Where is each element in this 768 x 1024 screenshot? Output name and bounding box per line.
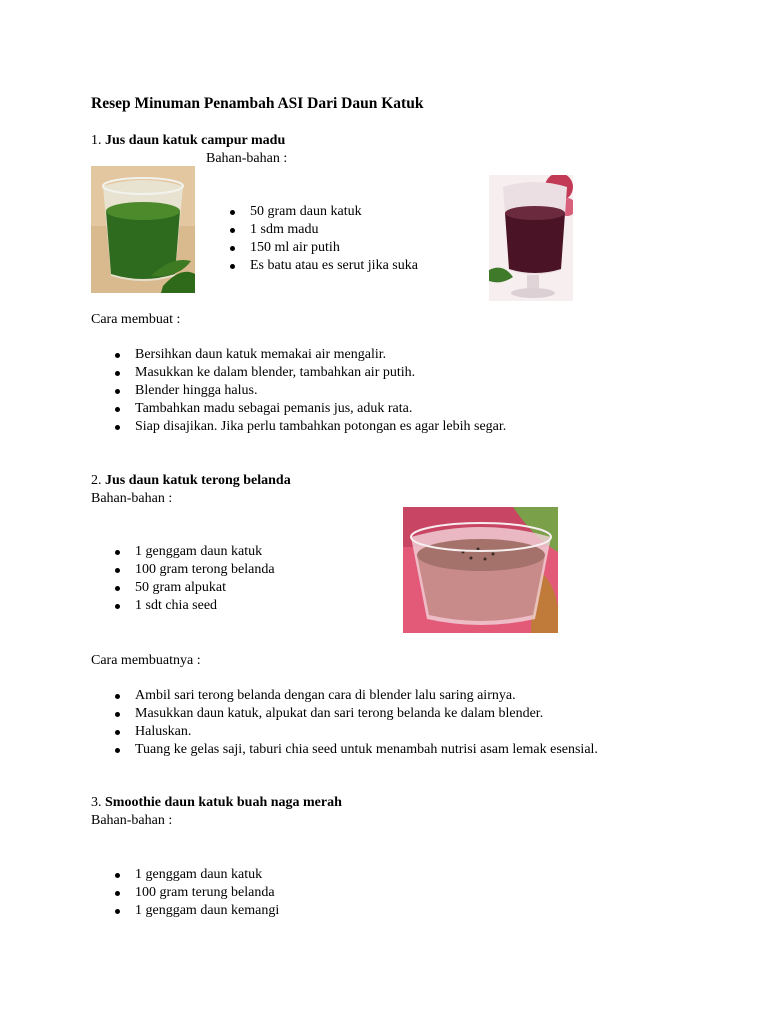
recipe-1-ingredients-label: Bahan-bahan : xyxy=(206,151,288,166)
recipe-3-heading xyxy=(91,794,342,812)
recipe-2-heading xyxy=(91,472,291,490)
list-item: Tambahkan madu sebagai pemanis jus, aduk rata. xyxy=(113,400,506,418)
recipe-2-ingredients-label: Bahan-bahan : xyxy=(91,491,173,506)
recipe-3-ingredients-list xyxy=(113,866,279,920)
page-title: Resep Minuman Penambah ASI Dari Daun Katuk xyxy=(91,95,424,112)
recipe-3-number: 3. xyxy=(91,795,102,810)
list-item: 1 sdm madu xyxy=(228,221,418,239)
list-item: 1 sdt chia seed xyxy=(113,597,275,615)
list-item: 50 gram daun katuk xyxy=(228,203,418,221)
recipe-1-steps-list xyxy=(113,346,506,436)
dark-juice-photo xyxy=(489,175,573,301)
list-item: Bersihkan daun katuk memakai air mengalir. xyxy=(113,346,506,364)
recipe-2-steps-list xyxy=(113,687,598,759)
recipe-1-name: Jus daun katuk campur madu xyxy=(105,133,286,148)
list-item: 100 gram terung belanda xyxy=(113,884,279,902)
list-item: 1 genggam daun katuk xyxy=(113,866,279,884)
list-item: Tuang ke gelas saji, taburi chia seed untuk menambah nutrisi asam lemak esensial. xyxy=(113,741,598,759)
list-item: Blender hingga halus. xyxy=(113,382,506,400)
list-item: Haluskan. xyxy=(113,723,598,741)
recipe-2-name: Jus daun katuk terong belanda xyxy=(105,473,291,488)
recipe-1-ingredients-list xyxy=(228,203,418,275)
list-item: Masukkan daun katuk, alpukat dan sari terong belanda ke dalam blender. xyxy=(113,705,598,723)
list-item: Es batu atau es serut jika suka xyxy=(228,257,418,275)
list-item: 1 genggam daun katuk xyxy=(113,543,275,561)
recipe-3-ingredients-label: Bahan-bahan : xyxy=(91,813,173,828)
recipe-2-number: 2. xyxy=(91,473,102,488)
list-item: 100 gram terong belanda xyxy=(113,561,275,579)
recipe-2-method-label: Cara membuatnya : xyxy=(91,653,201,668)
recipe-1-method-label: Cara membuat : xyxy=(91,312,181,327)
green-juice-photo xyxy=(91,166,195,293)
list-item: 1 genggam daun kemangi xyxy=(113,902,279,920)
recipe-2-ingredients-list xyxy=(113,543,275,615)
recipe-1-heading xyxy=(91,132,285,150)
recipe-1-number: 1. xyxy=(91,133,102,148)
pink-juice-photo xyxy=(403,507,558,633)
list-item: Ambil sari terong belanda dengan cara di blender lalu saring airnya. xyxy=(113,687,598,705)
list-item: Siap disajikan. Jika perlu tambahkan potongan es agar lebih segar. xyxy=(113,418,506,436)
list-item: 50 gram alpukat xyxy=(113,579,275,597)
recipe-3-name: Smoothie daun katuk buah naga merah xyxy=(105,795,342,810)
list-item: Masukkan ke dalam blender, tambahkan air putih. xyxy=(113,364,506,382)
list-item: 150 ml air putih xyxy=(228,239,418,257)
